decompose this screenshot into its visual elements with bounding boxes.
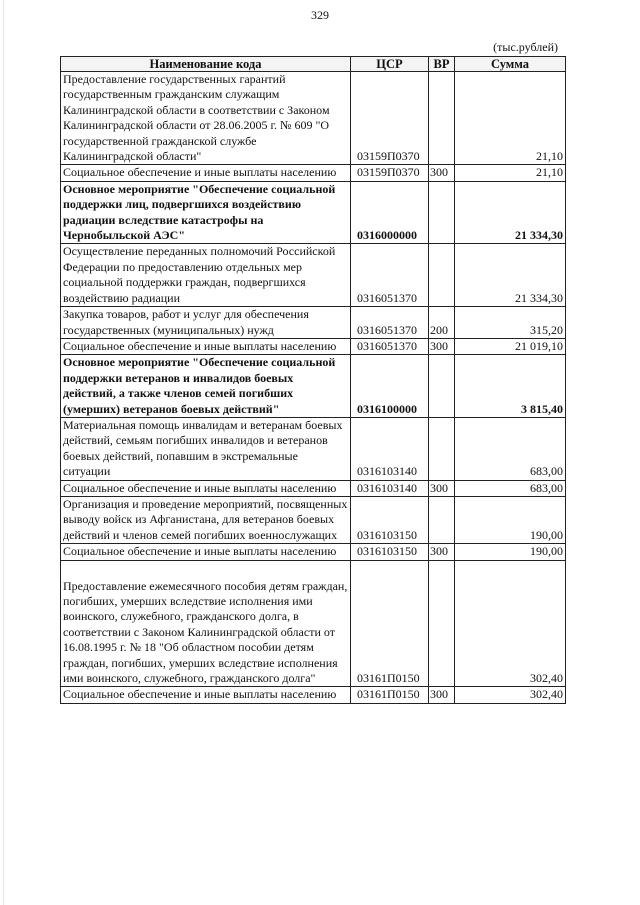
row-sum: 21 334,30 xyxy=(455,244,566,307)
row-name: Закупка товаров, работ и услуг для обеспечения государственных (муниципальных) нужд xyxy=(61,307,351,339)
row-csr: 03161П0150 xyxy=(351,560,429,687)
table-row xyxy=(61,181,566,244)
budget-table xyxy=(60,56,566,704)
row-csr: 03161П0150 xyxy=(351,687,429,703)
row-name: Осуществление переданных полномочий Российской Федерации по предоставлению отдельных мер социальной поддержки граждан, подвергшихся воздействию радиации xyxy=(61,244,351,307)
row-csr: 0316103150 xyxy=(351,496,429,543)
row-vr xyxy=(429,417,455,480)
row-sum: 302,40 xyxy=(455,687,566,703)
row-name: Социальное обеспечение и иные выплаты населению xyxy=(61,480,351,496)
header-sum: Сумма xyxy=(455,57,566,72)
row-vr: 300 xyxy=(429,687,455,703)
row-csr: 0316103140 xyxy=(351,417,429,480)
row-sum: 302,40 xyxy=(455,560,566,687)
row-csr: 0316103140 xyxy=(351,480,429,496)
table-row xyxy=(61,338,566,354)
row-sum: 315,20 xyxy=(455,307,566,339)
table-row xyxy=(61,244,566,307)
row-vr xyxy=(429,496,455,543)
row-sum: 21,10 xyxy=(455,165,566,181)
table-row xyxy=(61,480,566,496)
row-vr: 300 xyxy=(429,165,455,181)
row-csr: 03159П0370 xyxy=(351,165,429,181)
row-csr: 03159П0370 xyxy=(351,72,429,165)
row-name: Социальное обеспечение и иные выплаты населению xyxy=(61,338,351,354)
row-csr: 0316103150 xyxy=(351,544,429,560)
row-name: Основное мероприятие "Обеспечение социальной поддержки ветеранов и инвалидов боевых действий, а также членов семей погибших (умерших) ветеранов боевых действий" xyxy=(61,355,351,418)
table-row xyxy=(61,165,566,181)
row-vr xyxy=(429,72,455,165)
row-name: Основное мероприятие "Обеспечение социальной поддержки лиц, подвергшихся воздействию радиации вследствие катастрофы на Чернобыльской АЭС" xyxy=(61,181,351,244)
row-vr: 200 xyxy=(429,307,455,339)
row-csr: 0316051370 xyxy=(351,338,429,354)
row-csr: 0316000000 xyxy=(351,181,429,244)
table-header-row xyxy=(61,57,566,72)
row-sum: 3 815,40 xyxy=(455,355,566,418)
row-name: Организация и проведение мероприятий, посвященных выводу войск из Афганистана, для ветеранов боевых действий и членов семей погибших военнослужащих xyxy=(61,496,351,543)
table-row xyxy=(61,72,566,165)
row-csr: 0316051370 xyxy=(351,307,429,339)
page-number: 329 xyxy=(311,8,329,22)
table-row xyxy=(61,355,566,418)
row-vr xyxy=(429,181,455,244)
row-name: Социальное обеспечение и иные выплаты населению xyxy=(61,165,351,181)
row-name: Социальное обеспечение и иные выплаты населению xyxy=(61,687,351,703)
row-sum: 190,00 xyxy=(455,544,566,560)
row-name: Социальное обеспечение и иные выплаты населению xyxy=(61,544,351,560)
row-sum: 683,00 xyxy=(455,480,566,496)
row-csr: 0316051370 xyxy=(351,244,429,307)
header-vr: ВР xyxy=(429,57,455,72)
row-sum: 683,00 xyxy=(455,417,566,480)
row-sum: 21,10 xyxy=(455,72,566,165)
row-sum: 21 019,10 xyxy=(455,338,566,354)
row-name: Предоставление государственных гарантий государственным гражданским служащим Калининградской области в соответствии с Законом Калининградской области от 28.06.2005 г. № 609 "О государственной гражданской службе Калининградской области" xyxy=(61,72,351,165)
row-sum: 21 334,30 xyxy=(455,181,566,244)
row-vr: 300 xyxy=(429,338,455,354)
table-row xyxy=(61,496,566,543)
table-row xyxy=(61,687,566,703)
row-vr xyxy=(429,355,455,418)
row-vr: 300 xyxy=(429,544,455,560)
table-row xyxy=(61,560,566,687)
table-row xyxy=(61,544,566,560)
row-name: Материальная помощь инвалидам и ветеранам боевых действий, семьям погибших инвалидов и ветеранов боевых действий, попавшим в экстремальные ситуации xyxy=(61,417,351,480)
header-name: Наименование кода xyxy=(61,57,351,72)
row-csr: 0316100000 xyxy=(351,355,429,418)
row-vr xyxy=(429,244,455,307)
row-name: Предоставление ежемесячного пособия детям граждан, погибших, умерших вследствие исполнения ими воинского, служебного, гражданского долга, в соответствии с Законом Калининградской области от 16.08.1995 г. № 18 "Об областном пособии детям граждан, погибших, умерших вследствие исполнения ими воинского, служебного, гражданского долга" xyxy=(61,560,351,687)
row-sum: 190,00 xyxy=(455,496,566,543)
unit-note: (тыс.рублей) xyxy=(493,40,558,54)
scan-margin-line xyxy=(3,0,4,905)
row-vr xyxy=(429,560,455,687)
header-csr: ЦСР xyxy=(351,57,429,72)
row-vr: 300 xyxy=(429,480,455,496)
table-row xyxy=(61,417,566,480)
table-row xyxy=(61,307,566,339)
table-body xyxy=(61,72,566,704)
